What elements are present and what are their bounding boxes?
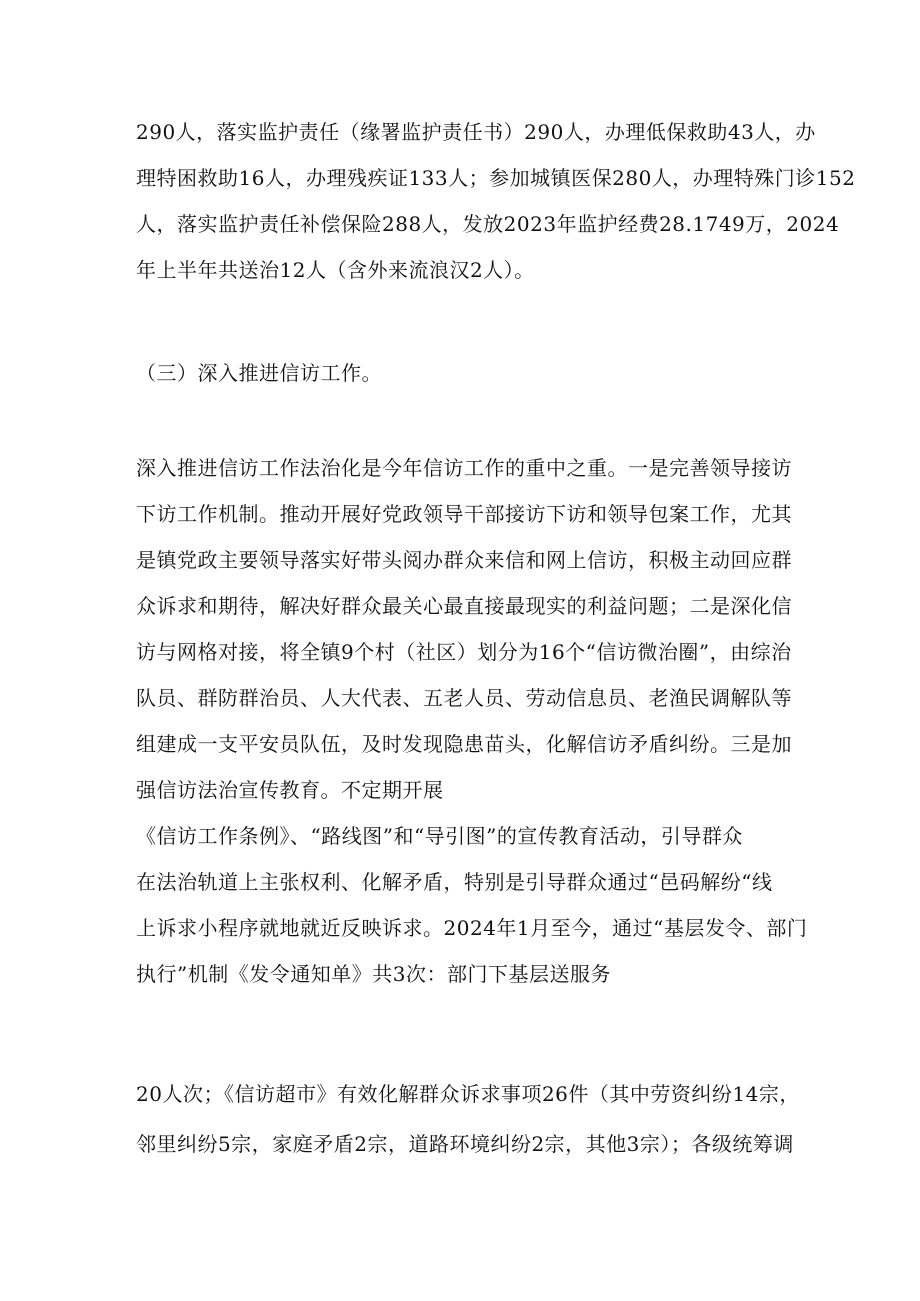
paragraph2-line: 上诉求小程序就地就近反映诉求。2024年1月至今，通过“基层发令、部门 — [136, 916, 808, 940]
paragraph1-line: 理特困救助16人，办理残疾证133人；参加城镇医保280人，办理特殊门诊152 — [136, 166, 856, 190]
paragraph2-line: 在法治轨道上主张权利、化解矛盾，特别是引导群众通过“邑码解纷“线 — [136, 870, 773, 894]
paragraph1-line: 人，落实监护责任补偿保险288人，发放2023年监护经费28.1749万，2024 — [136, 212, 840, 236]
paragraph2-line: 组建成一支平安员队伍，及时发现隐患苗头，化解信访矛盾纠纷。三是加 — [136, 732, 792, 756]
paragraph3-line: 邻里纠纷5宗，家庭矛盾2宗，道路环境纠纷2宗，其他3宗）；各级统筹调 — [136, 1132, 794, 1156]
paragraph2-line: 强信访法治宣传教育。不定期开展 — [136, 778, 444, 802]
paragraph2-line: 深入推进信访工作法治化是今年信访工作的重中之重。一是完善领导接访 — [136, 456, 792, 480]
paragraph2-line: 下访工作机制。推动开展好党政领导干部接访下访和领导包案工作，尤其 — [136, 502, 792, 526]
paragraph2-line: 是镇党政主要领导落实好带头阅办群众来信和网上信访，积极主动回应群 — [136, 548, 792, 572]
paragraph2-line: 执行”机制《发令通知单》共3次：部门下基层送服务 — [136, 962, 611, 986]
paragraph2-line: 队员、群防群治员、人大代表、五老人员、劳动信息员、老渔民调解队等 — [136, 686, 792, 710]
paragraph1-line: 年上半年共送治12人（含外来流浪汉2人）。 — [136, 258, 535, 282]
paragraph1-line: 290人，落实监护责任（缘署监护责任书）290人，办理低保救助43人，办 — [136, 120, 816, 144]
section-heading: （三）深入推进信访工作。 — [136, 361, 382, 385]
paragraph2-line: 访与网格对接，将全镇9个村（社区）划分为16个“信访微治圈”，由综治 — [136, 640, 792, 664]
paragraph2-line: 众诉求和期待，解决好群众最关心最直接最现实的利益问题；二是深化信 — [136, 594, 792, 618]
paragraph3-line: 20人次；《信访超市》有效化解群众诉求事项26件（其中劳资纠纷14宗， — [136, 1082, 800, 1106]
paragraph2-line: 《信访工作条例》、“路线图”和“导引图”的宣传教育活动，引导群众 — [136, 824, 743, 848]
